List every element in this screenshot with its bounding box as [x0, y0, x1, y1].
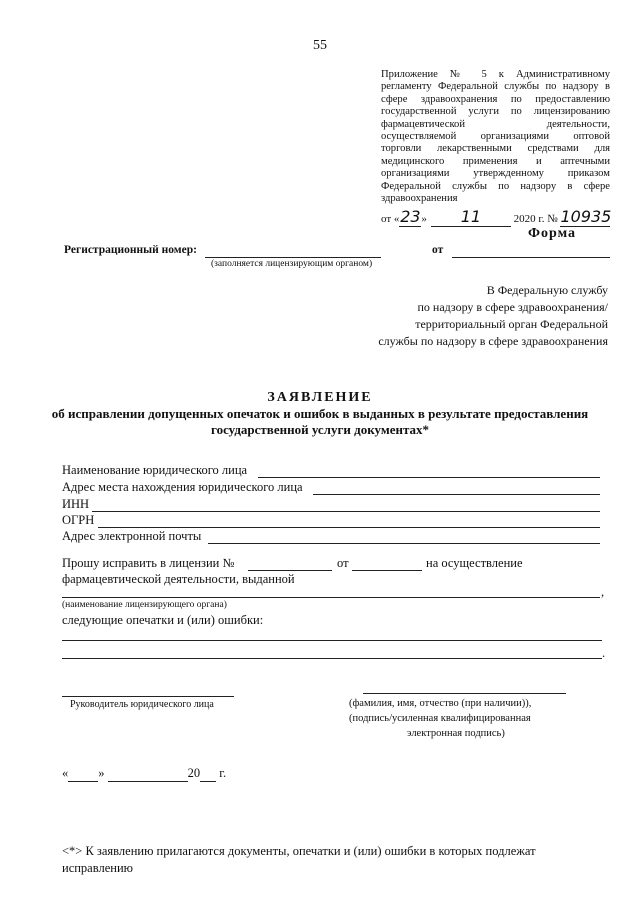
footnote-line-2: исправлению	[62, 861, 133, 875]
addressee-line: В Федеральную службу	[486, 283, 608, 297]
order-year: 2020 г. №	[513, 213, 558, 225]
appendix-line: здравоохранения	[381, 193, 458, 205]
field-name-line[interactable]	[258, 477, 600, 478]
title-subtitle-2: государственной услуги документах*	[210, 422, 429, 437]
field-label-ogrn: ОГРН	[62, 513, 95, 527]
field-label-name: Наименование юридического лица	[62, 463, 248, 477]
fio-signature-line[interactable]	[363, 693, 566, 694]
order-line	[381, 207, 610, 227]
field-label-email: Адрес электронной почты	[62, 529, 202, 543]
appendix-line: сфере здравоохранения по предоставлению	[381, 93, 610, 105]
field-address-line[interactable]	[313, 494, 600, 495]
appendix-line: Приложение № 5 к Административному	[381, 69, 610, 80]
appendix-line: Федеральной службы по надзору в сфере	[381, 180, 610, 192]
errors-line-2[interactable]	[62, 658, 602, 659]
appendix-header	[381, 69, 610, 205]
head-signature-line[interactable]	[62, 696, 234, 697]
appendix-line: организациями утвержденному приказом	[381, 168, 610, 180]
appendix-line: медицинского применения и аптечными	[381, 155, 610, 167]
page-number: 55	[313, 38, 327, 53]
appendix-line: регламенту Федеральной службы по надзору в	[381, 81, 610, 93]
date-year-prefix: 20	[187, 766, 201, 780]
field-ogrn-line[interactable]	[98, 527, 600, 528]
license-number-line[interactable]	[248, 570, 332, 571]
date-open-quote: «	[62, 766, 69, 780]
issuing-authority-comma: ,	[601, 585, 605, 599]
field-inn-line[interactable]	[92, 511, 600, 512]
date-close-quote: »	[98, 766, 105, 780]
addressee-line: службы по надзору в сфере здравоохранения	[378, 334, 608, 348]
appendix-line: фармацевтической деятельности,	[381, 118, 610, 130]
registration-date-line[interactable]	[452, 257, 610, 258]
request-text-4: фармацевтической деятельности, выданной	[62, 572, 295, 586]
title-subtitle: об исправлении допущенных опечаток и ошибок в выданных в результате предоставления	[51, 406, 589, 421]
appendix-line: государственной услуги по лицензированию	[381, 106, 610, 118]
order-number: 10935	[560, 207, 612, 226]
addressee	[330, 282, 608, 350]
request-text-1: Прошу исправить в лицензии №	[62, 556, 235, 570]
signature-sign-note-1: (подпись/усиленная квалифицированная	[349, 713, 531, 724]
issuing-authority-line[interactable]	[62, 597, 600, 598]
appendix-line: осуществляемой организациями оптовой	[381, 131, 610, 143]
date-line	[62, 766, 226, 782]
issuing-authority-note: (наименование лицензирующего органа)	[62, 600, 227, 610]
field-label-address: Адрес места нахождения юридического лица	[62, 480, 303, 494]
registration-label: Регистрационный номер:	[64, 244, 197, 256]
signature-sign-note-2: электронная подпись)	[407, 728, 505, 739]
errors-period: .	[602, 646, 606, 660]
signature-notes	[349, 696, 531, 741]
request-text-3: на осуществление	[426, 556, 523, 570]
errors-line-1[interactable]	[62, 640, 602, 641]
order-prefix: от «	[381, 213, 400, 225]
order-month: 11	[431, 207, 511, 227]
request-text-2: от	[337, 556, 349, 570]
document-title	[0, 390, 640, 438]
registration-from-label: от	[432, 244, 444, 256]
order-day: 23	[400, 207, 421, 226]
title-main: ЗАЯВЛЕНИЕ	[267, 390, 373, 405]
date-g: г.	[219, 766, 227, 780]
registration-number-line[interactable]	[205, 257, 381, 258]
registration-note: (заполняется лицензирующим органом)	[211, 259, 373, 269]
addressee-line: по надзору в сфере здравоохранения/	[417, 300, 608, 314]
errors-label: следующие опечатки и (или) ошибки:	[62, 613, 264, 627]
license-date-line[interactable]	[352, 570, 422, 571]
head-label: Руководитель юридического лица	[70, 699, 214, 710]
addressee-line: территориальный орган Федеральной	[415, 317, 608, 331]
appendix-line: торговли лекарственными средствами для	[381, 143, 610, 155]
footnote-line-1: <*> К заявлению прилагаются документы, опечатки и (или) ошибки в которых подлежат	[62, 844, 536, 858]
form-label: Форма	[528, 226, 577, 241]
signature-fio-note: (фамилия, имя, отчество (при наличии)),	[349, 698, 532, 709]
field-email-line[interactable]	[208, 543, 600, 544]
field-label-inn: ИНН	[62, 497, 90, 511]
footnote	[62, 843, 622, 877]
order-mid: »	[421, 213, 427, 225]
